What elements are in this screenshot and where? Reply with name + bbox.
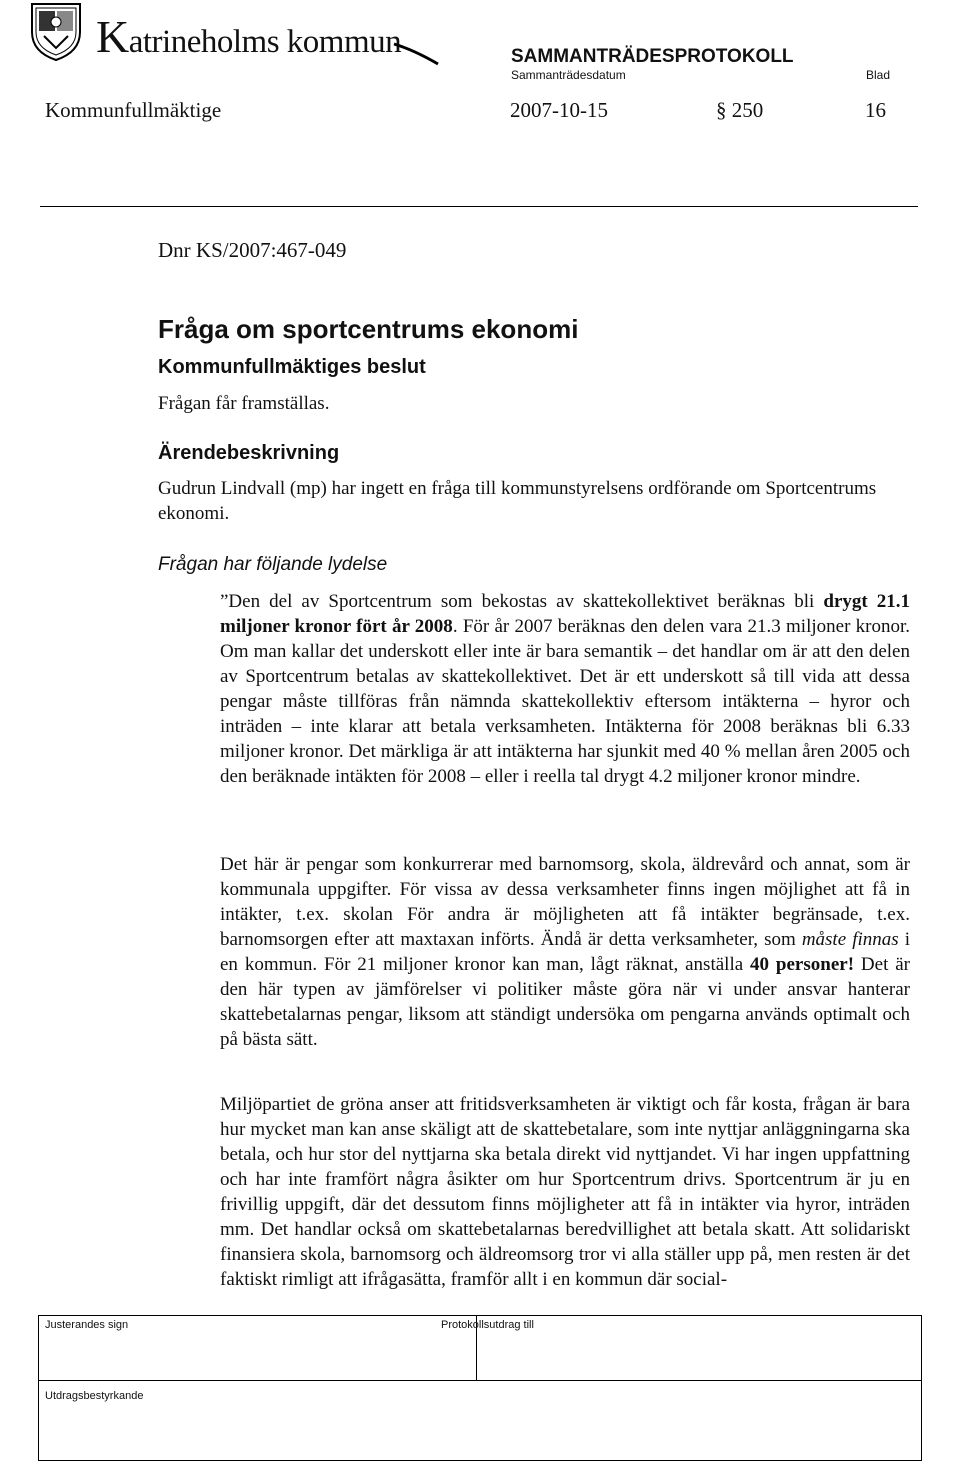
adjuster-signature-label: Justerandes sign	[45, 1319, 129, 1331]
signature-table-divider	[39, 1380, 921, 1381]
sheet-label: Blad	[866, 68, 891, 82]
case-number: Dnr KS/2007:467-049	[158, 238, 347, 262]
meeting-date-label: Sammanträdesdatum	[511, 68, 626, 82]
minutes-extract-label: Protokollsutdrag till	[441, 1319, 534, 1331]
committee-name: Kommunfullmäktige	[45, 98, 222, 122]
question-heading: Frågan har följande lydelse	[158, 554, 388, 575]
organization-name: Katrineholms kommun	[96, 11, 402, 62]
question-paragraph-2: Det här är pengar som konkurrerar med barnomsorg, skola, äldrevård och annat, som är kommunala uppgifter. För vissa av dessa verksamheter finns ingen möjlighet att få in intäkter, t.ex. skolan För andra är möjligheten att få intäkter begränsade, t.ex. barnomsorgen efter att maxtaxan införts. Ändå är detta verksamheter, som måste finnas i en kommun. För 21 miljoner kronor kan man, lågt räknat, anställa 40 personer! Det är den här typen av jämförelser vi politiker måste göra när vi under ansvar hanterar skattebetalarnas pengar, liksom att ständigt undersöka om pengarna används optimalt och på bästa sätt.	[220, 854, 910, 1050]
description-heading: Ärendebeskrivning	[158, 442, 340, 464]
header-divider	[40, 206, 918, 207]
question-paragraph-1: ”Den del av Sportcentrum som bekostas av skattekollektivet beräknas bli drygt 21.1 miljoner kronor fört år 2008. För år 2007 beräknas den delen vara 21.3 miljoner kronor. Om man kallar det underskott eller inte är bara semantik – det handlar om är att den delen av Sportcentrum betalas av skattekollektivet. Det är ett underskott så till vida att dessa pengar måste tillföras från nämnda skattekollektiv eftersom intäkterna – hyror och inträden – inte klarar att betala verksamheten. Intäkterna för 2008 beräknas bli 6.33 miljoner kronor. Det märkliga är att intäkterna har sjunkit med 40 % mellan åren 2005 och den beräknade intäkten för 2008 – eller i reella tal drygt 4.2 miljoner kronor mindre.	[220, 591, 911, 787]
decision-heading: Kommunfullmäktiges beslut	[158, 356, 426, 378]
logo-swoosh-decoration	[392, 40, 442, 66]
description-text: Gudrun Lindvall (mp) har ingett en fråga till kommunstyrelsens ordförande om Sportcentrums ekonomi.	[158, 478, 877, 524]
sheet-number: 16	[865, 98, 886, 122]
coat-of-arms-logo	[30, 2, 82, 62]
extract-certification-label: Utdragsbestyrkande	[45, 1390, 144, 1402]
signature-table	[38, 1315, 922, 1461]
page-title: Fråga om sportcentrums ekonomi	[158, 314, 579, 344]
decision-text: Frågan får framställas.	[158, 393, 330, 414]
document-type: SAMMANTRÄDESPROTOKOLL	[511, 46, 794, 67]
paragraph-number: § 250	[716, 98, 764, 122]
question-paragraph-3: Miljöpartiet de gröna anser att fritidsverksamheten är viktigt och får kosta, frågan är bara hur mycket man kan anse skäligt att de skattebetalare, som inte nyttjar anläggningarna ska betala, och hur stor del nyttjarna ska betala direkt vid nyttjandet. Vi har ingen uppfattning och har inte framfört några åsikter om hur Sportcentrum drivs. Sportcentrum är ju en frivillig uppgift, där det dessutom finns möjligheter att få in intäkter via hyror, inträden mm. Det handlar också om skattebetalarnas beredvillighet att betala skatt. Att solidariskt finansiera skola, barnomsorg och äldreomsorg tror vi alla ställer upp på, men resten är det faktiskt rimligt att ifrågasätta, framför allt i en kommun där social-	[220, 1094, 910, 1290]
meeting-date: 2007-10-15	[510, 98, 608, 122]
